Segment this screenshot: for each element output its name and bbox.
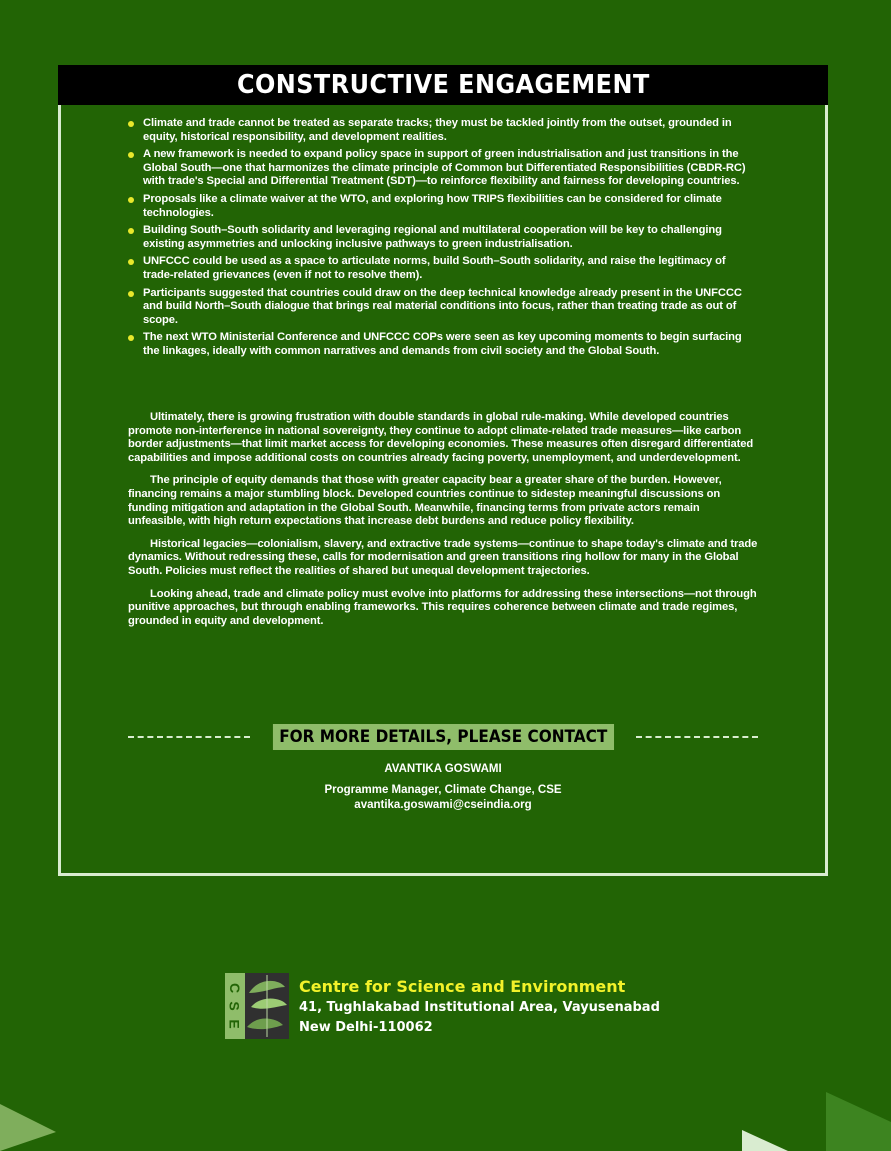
contact-name: AVANTIKA GOSWAMI	[384, 763, 502, 775]
contact-heading: FOR MORE DETAILS, PLEASE CONTACT	[273, 724, 614, 750]
dashed-divider	[636, 736, 758, 738]
footer-text	[299, 976, 660, 1038]
corner-triangle-icon	[826, 1092, 891, 1151]
leaf-image	[245, 973, 289, 1039]
bullet-text: A new framework is needed to expand policy space in support of green industrialisation and just transitions in the Global South—one that harmonizes the climate principle of Common but Differentiated Responsibilities (CBDR-RC) with trade's Special and Differential Treatment (SDT)—to reinforce flexibility and fairness for developing countries.	[143, 148, 746, 188]
paragraph: Ultimately, there is growing frustration with double standards in global rule-making. While developed countries promote non-interference in national sovereignty, they continue to adopt climate-related trade measures—like carbon border adjustments—that limit market access for developing economies. These measures often disregard differentiated capabilities and impose additional costs on countries already facing poverty, unemployment, and underdevelopment.	[128, 411, 754, 464]
contact-info	[128, 762, 758, 813]
bullet-icon	[128, 228, 134, 234]
bullet-list	[128, 117, 758, 363]
contact-header-row	[128, 722, 758, 752]
address-line: New Delhi-110062	[299, 1020, 433, 1035]
contact-email[interactable]: avantika.goswami@cseindia.org	[354, 799, 532, 811]
address-line: 41, Tughlakabad Institutional Area, Vayusenabad	[299, 1000, 660, 1015]
bullet-text: Participants suggested that countries could draw on the deep technical knowledge already present in the UNFCCC and build North–South dialogue that brings real material conditions into focus, rather than treating trade as out of scope.	[143, 286, 742, 326]
bullet-text: Building South–South solidarity and leveraging regional and multilateral cooperation will be key to challenging existing asymmetries and unlocking inclusive pathways to green industrialisation.	[143, 224, 722, 250]
list-item	[128, 148, 758, 189]
body-text	[128, 411, 758, 637]
paragraph: The principle of equity demands that those with greater capacity bear a greater share of the burden. However, financing remains a major stumbling block. Developed countries continue to sidestep meaningful discussions on funding mitigation and adaptation in the Global South. Meanwhile, financing terms from private actors remain unfeasible, with high return expectations that increase debt burdens and reduce policy flexibility.	[128, 474, 722, 528]
list-item	[128, 287, 758, 328]
list-item	[128, 224, 758, 251]
bullet-icon	[128, 197, 134, 203]
paragraph: Historical legacies—colonialism, slavery, and extractive trade systems—continue to shape today's climate and trade dynamics. Without redressing these, calls for modernisation and green transitions ring hollow for many in the Global South. Policies must reflect the realities of shared but unequal development trajectories.	[128, 537, 758, 577]
bullet-icon	[128, 335, 134, 341]
bullet-icon	[128, 121, 134, 127]
bullet-icon	[128, 291, 134, 297]
list-item	[128, 117, 758, 144]
title-banner	[58, 65, 828, 105]
contact-role: Programme Manager, Climate Change, CSE	[324, 784, 562, 796]
page-title: CONSTRUCTIVE ENGAGEMENT	[236, 70, 650, 100]
dashed-divider	[128, 736, 250, 738]
bullet-text: Proposals like a climate waiver at the WTO, and exploring how TRIPS flexibilities can be considered for climate technologies.	[143, 192, 722, 219]
bullet-icon	[128, 259, 134, 265]
corner-triangle-icon	[0, 1104, 60, 1151]
leaf-icon	[245, 973, 289, 1039]
logo-letter: C	[227, 982, 243, 994]
list-item	[128, 193, 758, 220]
paragraph: Looking ahead, trade and climate policy must evolve into platforms for addressing these intersections—not through punitive approaches, but through enabling frameworks. This requires coherence between climate and trade regimes, grounded in equity and development.	[128, 587, 757, 627]
bullet-icon	[128, 152, 134, 158]
list-item	[128, 331, 758, 358]
logo-letter: S	[227, 1001, 243, 1011]
org-name: Centre for Science and Environment	[299, 977, 626, 996]
bullet-text: UNFCCC could be used as a space to articulate norms, build South–South solidarity, and raise the legitimacy of trade-related grievances (even if not to resolve them).	[143, 255, 726, 281]
corner-triangle-icon	[738, 1130, 798, 1151]
logo-letter: E	[227, 1019, 243, 1029]
bullet-text: The next WTO Ministerial Conference and UNFCCC COPs were seen as key upcoming moments to begin surfacing the linkages, ideally with common narratives and demands from civil society and the Global South.	[143, 331, 742, 357]
footer	[225, 973, 725, 1039]
cse-logo	[225, 973, 289, 1039]
logo-letters	[225, 973, 245, 1039]
bullet-text: Climate and trade cannot be treated as separate tracks; they must be tackled jointly from the outset, grounded in equity, historical responsibility, and development realities.	[143, 117, 732, 143]
list-item	[128, 255, 758, 282]
